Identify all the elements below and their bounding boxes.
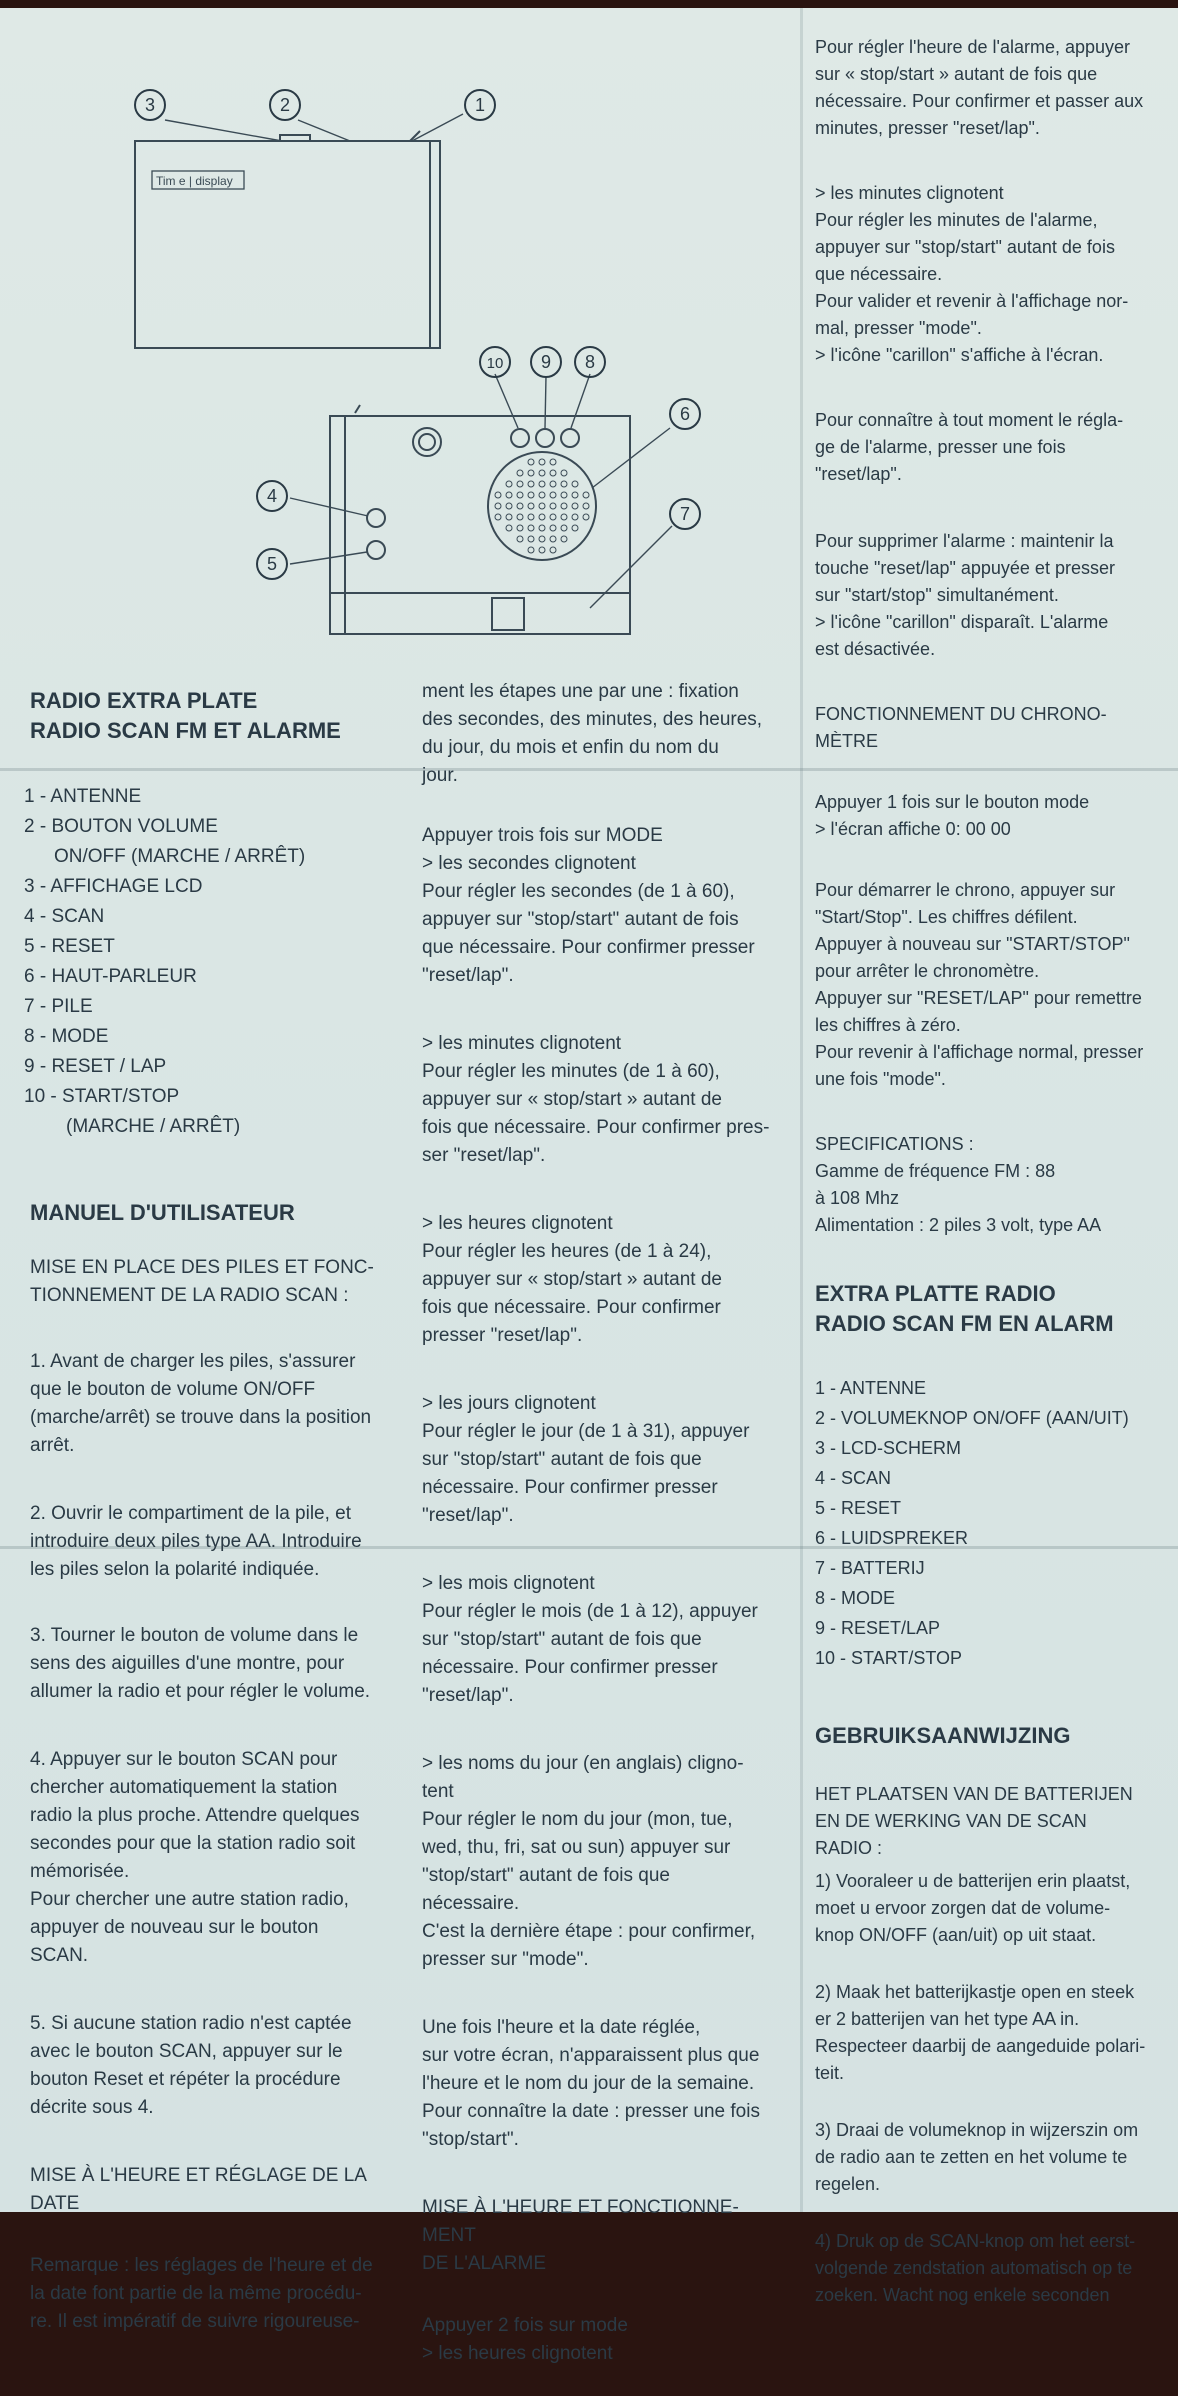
paragraph: Pour supprimer l'alarme : maintenir la touche "reset/lap" appuyée et presser sur "start/stop" simultanément. > l'icône "carillon" disparaît. L'alarme est désactivée. (815, 531, 1115, 659)
speaker-hole (495, 503, 501, 509)
speaker-grille (488, 452, 596, 560)
list-item: 4 - SCAN (24, 906, 105, 927)
speaker-hole (528, 492, 534, 498)
paragraph: 1) Vooraleer u de batterijen erin plaatst, moet u ervoor zorgen dat de volume- knop ON/OFF (aan/uit) op uit staat. (815, 1871, 1131, 1945)
list-item: 3 - LCD-SCHERM (815, 1438, 962, 1458)
paragraph: > les heures clignotent Pour régler les heures (de 1 à 24), appuyer sur « stop/start » autant de fois que nécessaire. Pour confirmer presser "reset/lap". (422, 1213, 722, 1346)
paragraph: 3. Tourner le bouton de volume dans le sens des aiguilles d'une montre, pour allumer la radio et pour régler le volume. (30, 1625, 371, 1702)
paragraph: Pour connaître à tout moment le régla- ge de l'alarme, presser une fois "reset/lap". (815, 410, 1124, 484)
callout-number: 8 (584, 352, 596, 372)
paragraph: 1. Avant de charger les piles, s'assurer que le bouton de volume ON/OFF (marche/arrêt) se trouve dans la position arrêt. (30, 1351, 372, 1456)
speaker-hole (495, 514, 501, 520)
left-column (24, 686, 410, 2364)
speaker-hole (528, 470, 534, 476)
speaker-hole (539, 492, 545, 498)
paragraph: > les noms du jour (en anglais) cligno- tent Pour régler le nom du jour (mon, tue, wed, thu, fri, sat ou sun) appuyer sur "stop/start" autant de fois que nécessaire. C'est la dernière étape : pour confirmer, presser sur "mode". (422, 1753, 756, 1970)
section-heading: FONCTIONNEMENT DU CHRONO- MÈTRE (815, 704, 1107, 751)
callout-number: 7 (679, 504, 691, 524)
speaker-hole (528, 547, 534, 553)
speaker-hole (561, 481, 567, 487)
paragraph: 5. Si aucune station radio n'est captée avec le bouton SCAN, appuyer sur le bouton Reset et répéter la procédure décrite sous 4. (30, 2013, 352, 2118)
speaker-hole (539, 536, 545, 542)
callout-number: 9 (540, 352, 552, 372)
speaker-hole (561, 470, 567, 476)
speaker-hole (561, 514, 567, 520)
list-item: 8 - MODE (815, 1588, 896, 1608)
paragraph: 4. Appuyer sur le bouton SCAN pour chercher automatiquement la station radio la plus proche. Attendre quelques secondes pour que la station radio soit mémorisée. Pour chercher une autre station radio, appuyer de nouveau sur le bouton SCAN. (30, 1749, 360, 1966)
speaker-hole (561, 503, 567, 509)
speaker-hole (506, 514, 512, 520)
paragraph: Pour régler l'heure de l'alarme, appuyer sur « stop/start » autant de fois que nécessaire. Pour confirmer et passer aux minutes, presser "reset/lap". (815, 37, 1144, 138)
speaker-hole (528, 514, 534, 520)
speaker-hole (528, 459, 534, 465)
speaker-hole (517, 492, 523, 498)
speaker-hole (539, 547, 545, 553)
speaker-hole (539, 525, 545, 531)
list-item: 6 - LUIDSPREKER (815, 1528, 969, 1548)
speaker-hole (528, 525, 534, 531)
list-item: 3 - AFFICHAGE LCD (24, 876, 203, 897)
list-item: 8 - MODE (24, 1026, 109, 1047)
instruction-sheet (0, 8, 1178, 2364)
radio-diagram (0, 8, 760, 648)
speaker-hole (506, 492, 512, 498)
paragraph: Appuyer 1 fois sur le bouton mode > l'écran affiche 0: 00 00 (815, 792, 1090, 839)
parts-list-nl (815, 1373, 1167, 1673)
speaker-hole (561, 525, 567, 531)
radio-back-outline (330, 416, 630, 634)
speaker-hole (550, 470, 556, 476)
list-item: 1 - ANTENNE (815, 1378, 927, 1398)
list-item: 10 - START/STOP (815, 1648, 963, 1668)
callout-number: 1 (474, 95, 486, 115)
speaker-hole (528, 481, 534, 487)
section-heading: HET PLAATSEN VAN DE BATTERIJEN EN DE WERKING VAN DE SCAN RADIO : (815, 1784, 1133, 1858)
section-heading: MISE EN PLACE DES PILES ET FONC- TIONNEMENT DE LA RADIO SCAN : (30, 1257, 374, 1306)
speaker-hole (539, 459, 545, 465)
paragraph: Remarque : les réglages de l'heure et de la date font partie de la même procédu- re. Il est impératif de suivre rigoureuse- (30, 2255, 373, 2332)
paragraph: 4) Druk op de SCAN-knop om het eerst- volgende zendstation automatisch op te zoeken. Wacht nog enkele seconden (815, 2231, 1136, 2305)
speaker-hole (550, 536, 556, 542)
list-item: 2 - BOUTON VOLUME (24, 816, 218, 837)
list-item: 7 - BATTERIJ (815, 1558, 925, 1578)
speaker-hole (517, 525, 523, 531)
list-item: (MARCHE / ARRÊT) (66, 1116, 241, 1137)
specifications: SPECIFICATIONS : Gamme de fréquence FM : 88 à 108 Mhz Alimentation : 2 piles 3 volt, type AA (815, 1134, 1102, 1235)
speaker-hole (572, 481, 578, 487)
speaker-hole (550, 525, 556, 531)
callout-number: 6 (679, 404, 691, 424)
speaker-hole (539, 470, 545, 476)
list-item: 9 - RESET/LAP (815, 1618, 941, 1638)
paragraph: 2) Maak het batterijkastje open en steek er 2 batterijen van het type AA in. Respecteer daarbij de aangeduide polari- teit. (815, 1982, 1146, 2083)
paragraph: 2. Ouvrir le compartiment de la pile, et introduire deux piles type AA. Introduire les piles selon la polarité indiquée. (30, 1503, 362, 1580)
callout-number: 2 (279, 95, 291, 115)
parts-list-fr (24, 782, 410, 1142)
speaker-hole (517, 470, 523, 476)
list-item: 6 - HAUT-PARLEUR (24, 966, 197, 987)
speaker-hole (572, 525, 578, 531)
list-item: 5 - RESET (24, 936, 115, 957)
callout-number: 3 (144, 95, 156, 115)
callout-number: 10 (486, 355, 504, 372)
list-item: 9 - RESET / LAP (24, 1056, 167, 1077)
paragraph: Pour démarrer le chrono, appuyer sur "Start/Stop". Les chiffres défilent. Appuyer à nouveau sur "START/STOP" pour arrêter le chronomètre. Appuyer sur "RESET/LAP" pour remettre les chiffres à zéro. Pour revenir à l'affichage normal, presser une fois "mode". (815, 880, 1144, 1089)
list-item: 7 - PILE (24, 996, 93, 1017)
list-item: ON/OFF (MARCHE / ARRÊT) (54, 846, 306, 867)
speaker-hole (517, 481, 523, 487)
speaker-hole (517, 514, 523, 520)
section-heading: MISE À L'HEURE ET RÉGLAGE DE LA DATE (30, 2165, 367, 2214)
paragraph: Une fois l'heure et la date réglée, sur votre écran, n'apparaissent plus que l'heure et le nom du jour de la semaine. Pour connaître la date : presser une fois "stop/start". (422, 2017, 760, 2150)
speaker-hole (550, 459, 556, 465)
speaker-hole (517, 536, 523, 542)
speaker-hole (550, 547, 556, 553)
speaker-hole (561, 492, 567, 498)
speaker-hole (517, 503, 523, 509)
speaker-hole (561, 536, 567, 542)
list-item: 4 - SCAN (815, 1468, 892, 1488)
list-item: 2 - VOLUMEKNOP ON/OFF (AAN/UIT) (815, 1408, 1129, 1428)
display-label: Tim e | display (156, 174, 233, 188)
speaker-hole (539, 514, 545, 520)
speaker-hole (495, 492, 501, 498)
paragraph: > les jours clignotent Pour régler le jour (de 1 à 31), appuyer sur "stop/start" autant de fois que nécessaire. Pour confirmer presser "reset/lap". (422, 1393, 750, 1526)
speaker-hole (583, 514, 589, 520)
paragraph: > les minutes clignotent Pour régler les minutes (de 1 à 60), appuyer sur « stop/start » autant de fois que nécessaire. Pour confirmer pres- ser "reset/lap". (422, 1033, 770, 1166)
title-fr: RADIO EXTRA PLATE RADIO SCAN FM ET ALARME (30, 688, 341, 743)
speaker-hole (572, 492, 578, 498)
speaker-hole (528, 536, 534, 542)
middle-column (422, 678, 802, 2396)
paragraph: Appuyer trois fois sur MODE > les secondes clignotent Pour régler les secondes (de 1 à 60), appuyer sur "stop/start" autant de fois que nécessaire. Pour confirmer presser "reset/lap". (422, 825, 755, 986)
callout-number: 5 (266, 554, 278, 574)
paragraph: > les mois clignotent Pour régler le mois (de 1 à 12), appuyer sur "stop/start" autant de fois que nécessaire. Pour confirmer presser "reset/lap". (422, 1573, 758, 1706)
speaker-hole (539, 481, 545, 487)
speaker-hole (572, 514, 578, 520)
speaker-hole (528, 503, 534, 509)
paragraph: 3) Draai de volumeknop in wijzerszin om de radio aan te zetten en het volume te regelen. (815, 2120, 1139, 2194)
paragraph: Appuyer 2 fois sur mode > les heures clignotent (422, 2315, 628, 2364)
paragraph: > les minutes clignotent Pour régler les minutes de l'alarme, appuyer sur "stop/start" autant de fois que nécessaire. Pour valider et revenir à l'affichage nor- mal, presser "mode". > l'icône "carillon" s'affiche à l'écran. (815, 183, 1129, 365)
list-item: 1 - ANTENNE (24, 786, 142, 807)
speaker-hole (506, 481, 512, 487)
manual-title-nl: GEBRUIKSAANWIJZING (815, 1723, 1071, 1748)
speaker-hole (572, 503, 578, 509)
speaker-hole (550, 503, 556, 509)
right-column (815, 34, 1167, 2337)
list-item: 5 - RESET (815, 1498, 902, 1518)
paragraph: ment les étapes une par une : fixation des secondes, des minutes, des heures, du jour, du mois et enfin du nom du jour. (422, 681, 763, 786)
speaker-hole (506, 503, 512, 509)
speaker-hole (550, 492, 556, 498)
speaker-hole (583, 503, 589, 509)
speaker-hole (550, 481, 556, 487)
speaker-hole (539, 503, 545, 509)
callout-number: 4 (266, 486, 278, 506)
radio-front-outline (135, 141, 440, 348)
title-nl: EXTRA PLATTE RADIO RADIO SCAN FM EN ALARM (815, 1281, 1114, 1336)
section-heading: MISE À L'HEURE ET FONCTIONNE- MENT DE L'ALARME (422, 2197, 739, 2274)
speaker-holes (495, 459, 589, 553)
speaker-hole (506, 525, 512, 531)
manual-title-fr: MANUEL D'UTILISATEUR (30, 1200, 295, 1225)
list-item: 10 - START/STOP (24, 1086, 180, 1107)
speaker-hole (550, 514, 556, 520)
speaker-hole (583, 492, 589, 498)
